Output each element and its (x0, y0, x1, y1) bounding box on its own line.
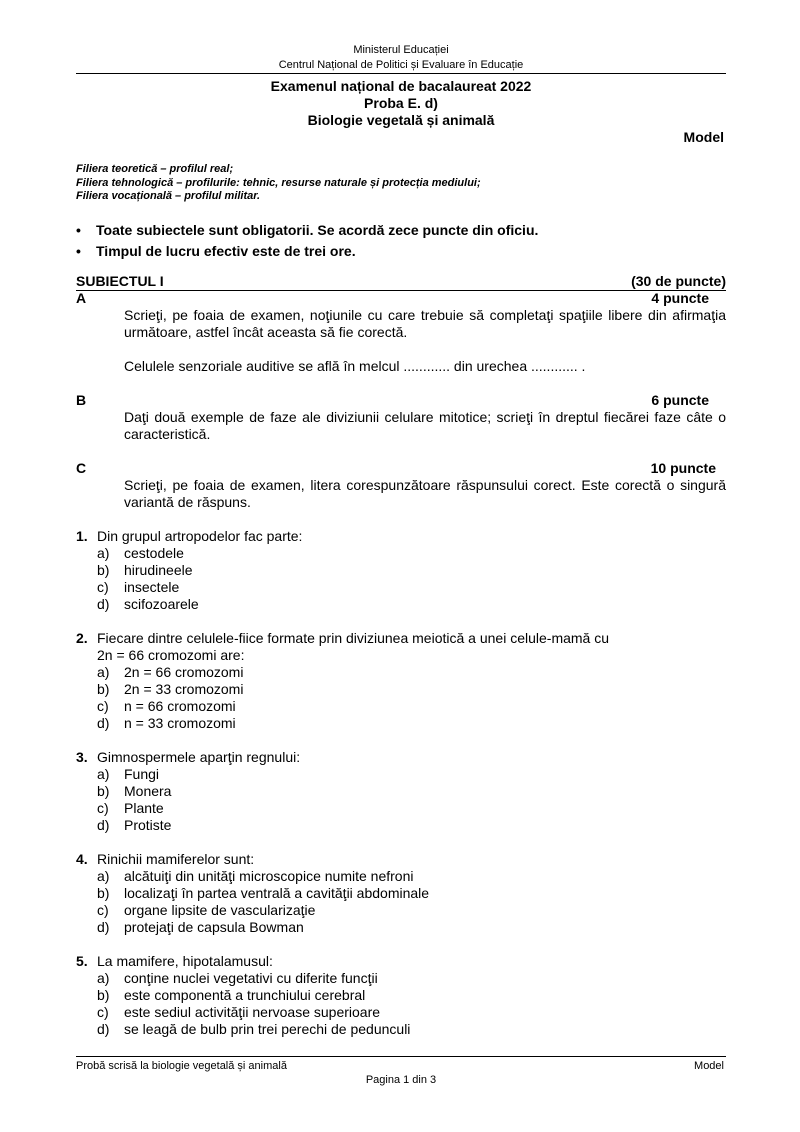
instruction-item: • Toate subiectele sunt obligatorii. Se acordă zece puncte din oficiu. (76, 220, 538, 241)
question-number: 4. (76, 851, 88, 867)
answer-option: b) 2n = 33 cromozomi (97, 681, 244, 697)
answer-option: d) protejaţi de capsula Bowman (97, 919, 304, 935)
instruction-item: • Timpul de lucru efectiv este de trei ore. (76, 241, 538, 262)
answer-option: a) cestodele (97, 545, 184, 561)
section-b-instruction: Daţi două exemple de faze ale diviziunii celulare mitotice; scrieţi în dreptul fiecărei faze câte o caracteristică. (124, 409, 726, 442)
exam-proba: Proba E. d) (364, 95, 438, 111)
footer-left: Probă scrisă la biologie vegetală și animală (76, 1060, 287, 1072)
question-number: 3. (76, 749, 88, 765)
filiera-item: Filiera teoretică – profilul real; (76, 163, 234, 175)
question-text: Fiecare dintre celulele-fiice formate prin diviziunea meiotică a unei celule-mamă cu (97, 630, 610, 646)
bullet-icon: • (76, 243, 81, 259)
answer-option: c) este sediul activităţii nervoase superioare (97, 1004, 381, 1020)
answer-option: d) n = 33 cromozomi (97, 715, 236, 731)
page-number: Pagina 1 din 3 (365, 1074, 437, 1086)
footer-right: Model (694, 1060, 724, 1072)
question-number: 2. (76, 630, 88, 646)
answer-option: a) conţine nuclei vegetativi cu diferite funcţii (97, 970, 378, 986)
question-text: La mamifere, hipotalamusul: (97, 953, 273, 969)
section-c-letter: C (76, 460, 87, 476)
header-divider (76, 73, 726, 74)
section-b-points: 6 puncte (651, 392, 709, 408)
answer-option: c) organe lipsite de vascularizaţie (97, 902, 316, 918)
section-a-letter: A (76, 290, 87, 306)
answer-option: c) Plante (97, 800, 164, 816)
subject-title: SUBIECTUL I (76, 273, 164, 289)
answer-option: d) Protiste (97, 817, 172, 833)
question-number: 1. (76, 528, 88, 544)
question-1 (76, 528, 726, 613)
section-a-points: 4 puncte (651, 290, 709, 306)
answer-option: a) 2n = 66 cromozomi (97, 664, 244, 680)
answer-option: c) insectele (97, 579, 180, 595)
answer-option: b) hirudineele (97, 562, 193, 578)
section-a-statement: Celulele senzoriale auditive se află în melcul ............ din urechea ............ . (124, 358, 586, 374)
footer-divider (76, 1056, 726, 1057)
section-c-points: 10 puncte (650, 460, 716, 476)
answer-option: b) este componentă a trunchiului cerebral (97, 987, 366, 1003)
section-a-instruction: Scrieţi, pe foaia de examen, noţiunile cu care trebuie să completaţi spaţiile libere din afirmaţia următoare, astfel încât aceasta să fie corectă. (124, 307, 726, 340)
question-text: Gimnospermele aparţin regnului: (97, 749, 301, 765)
answer-option: a) alcătuiţi din unităţi microscopice numite nefroni (97, 868, 414, 884)
exam-title: Examenul național de bacalaureat 2022 (270, 78, 532, 94)
question-text: Rinichii mamiferelor sunt: (97, 851, 255, 867)
subject-heading (76, 273, 726, 291)
filiera-item: Filiera vocațională – profilul militar. (76, 190, 260, 202)
exam-subject: Biologie vegetală și animală (307, 112, 495, 128)
subject-points: (30 de puncte) (631, 273, 726, 289)
question-2 (76, 630, 726, 732)
center-header: Centrul Național de Politici și Evaluare în Educație (278, 59, 524, 71)
question-5 (76, 953, 726, 1038)
filiere-list (76, 163, 481, 204)
ministry-header: Ministerul Educației (353, 44, 449, 56)
instructions-list (76, 220, 538, 262)
section-b-letter: B (76, 392, 87, 408)
section-c-instruction: Scrieţi, pe foaia de examen, litera corespunzătoare răspunsului corect. Este corectă o singură variantă de răspuns. (124, 477, 726, 510)
answer-option: b) Monera (97, 783, 172, 799)
filiera-item: Filiera tehnologică – profilurile: tehnic, resurse naturale și protecția mediului; (76, 176, 481, 189)
answer-option: d) scifozoarele (97, 596, 199, 612)
answer-option: b) localizaţi în partea ventrală a cavităţii abdominale (97, 885, 430, 901)
answer-option: a) Fungi (97, 766, 160, 782)
answer-option: c) n = 66 cromozomi (97, 698, 236, 714)
question-3 (76, 749, 726, 834)
question-text-continued: 2n = 66 cromozomi are: (97, 647, 245, 663)
model-label: Model (683, 129, 724, 145)
question-number: 5. (76, 953, 88, 969)
question-4 (76, 851, 726, 936)
bullet-icon: • (76, 222, 81, 238)
answer-option: d) se leagă de bulb prin trei perechi de pedunculi (97, 1021, 411, 1037)
question-text: Din grupul artropodelor fac parte: (97, 528, 303, 544)
